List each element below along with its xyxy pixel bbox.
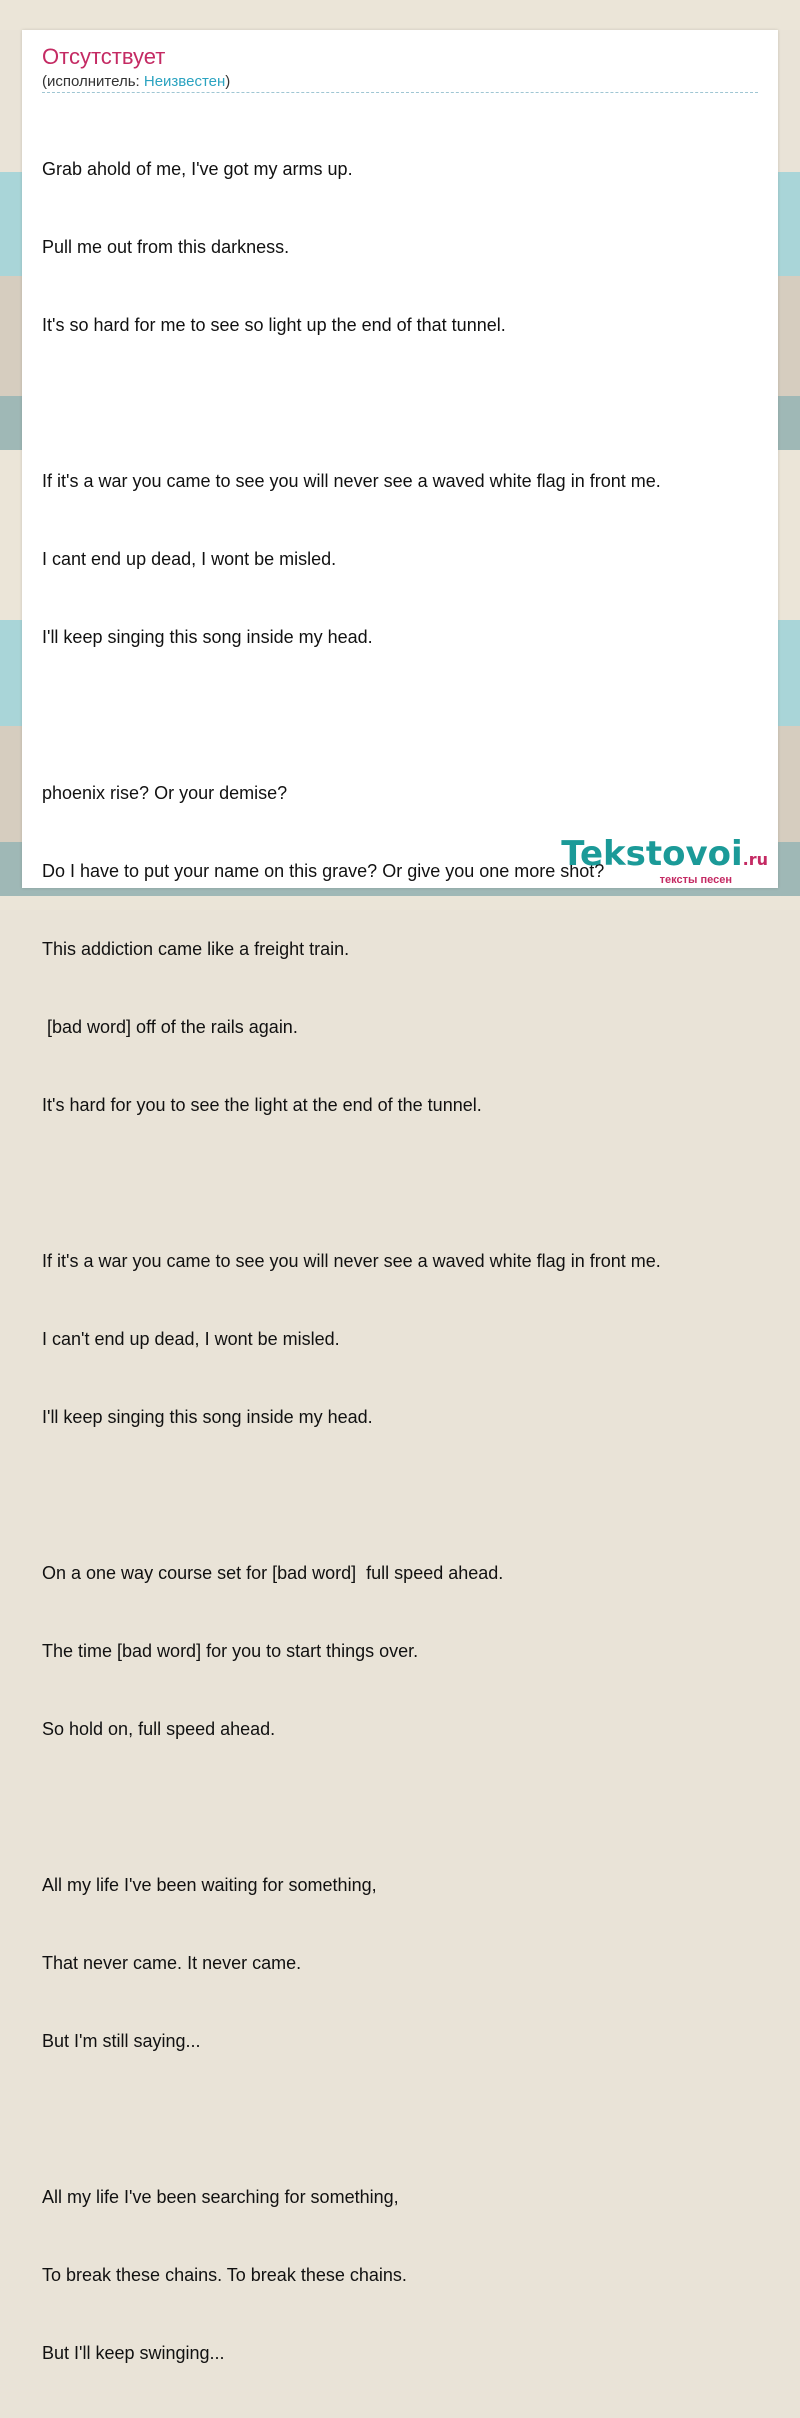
logo-name: Tekstovoi bbox=[561, 834, 743, 874]
lyric-line: But I'll keep swinging... bbox=[42, 2343, 225, 2363]
lyric-line: If it's a war you came to see you will never see a waved white flag in front me. bbox=[42, 1251, 661, 1271]
lyric-line: It's hard for you to see the light at the end of the tunnel. bbox=[42, 1095, 482, 1115]
lyric-line: Do I have to put your name on this grave? Or give you one more shot? bbox=[42, 861, 605, 881]
lyric-line: [bad word] off of the rails again. bbox=[42, 1017, 298, 1037]
lyric-line bbox=[42, 1794, 661, 1820]
song-title: Отсутствует bbox=[42, 44, 166, 69]
lyrics-text bbox=[42, 104, 661, 2418]
lyric-line: I'll keep singing this song inside my head. bbox=[42, 1407, 373, 1427]
lyric-line: The time [bad word] for you to start things over. bbox=[42, 1641, 419, 1661]
lyric-line: phoenix rise? Or your demise? bbox=[42, 783, 288, 803]
logo-wordmark bbox=[561, 836, 768, 878]
lyric-line: This addiction came like a freight train. bbox=[42, 939, 350, 959]
artist-prefix: (исполнитель: bbox=[42, 73, 144, 90]
lyric-line: If it's a war you came to see you will never see a waved white flag in front me. bbox=[42, 471, 661, 491]
site-logo[interactable] bbox=[561, 836, 768, 886]
lyric-line: All my life I've been searching for something, bbox=[42, 2187, 399, 2207]
lyric-line bbox=[42, 702, 661, 728]
artist-line bbox=[42, 73, 230, 91]
lyric-line: So hold on, full speed ahead. bbox=[42, 1719, 276, 1739]
logo-tld: .ru bbox=[742, 850, 768, 869]
artist-suffix: ) bbox=[225, 73, 231, 90]
lyric-line: All my life I've been waiting for something, bbox=[42, 1875, 377, 1895]
lyric-line bbox=[42, 390, 661, 416]
lyric-line bbox=[42, 2106, 661, 2132]
lyrics-card bbox=[22, 30, 778, 2363]
background-stripe bbox=[0, 0, 800, 30]
lyric-line: To break these chains. To break these chains. bbox=[42, 2265, 407, 2285]
lyric-line: Pull me out from this darkness. bbox=[42, 237, 290, 257]
lyric-line: Grab ahold of me, I've got my arms up. bbox=[42, 159, 353, 179]
lyric-line: It's so hard for me to see so light up the end of that tunnel. bbox=[42, 315, 506, 335]
lyric-line: That never came. It never came. bbox=[42, 1953, 302, 1973]
title-divider bbox=[42, 92, 758, 93]
lyric-line: I cant end up dead, I wont be misled. bbox=[42, 549, 337, 569]
artist-link[interactable]: Неизвестен bbox=[143, 73, 226, 90]
lyric-line bbox=[42, 1170, 661, 1196]
lyric-line: On a one way course set for [bad word] full speed ahead. bbox=[42, 1563, 504, 1583]
lyric-line: I'll keep singing this song inside my head. bbox=[42, 627, 373, 647]
lyric-line: But I'm still saying... bbox=[42, 2031, 201, 2051]
logo-tagline: тексты песен bbox=[659, 874, 732, 886]
lyric-line: I can't end up dead, I wont be misled. bbox=[42, 1329, 340, 1349]
lyric-line bbox=[42, 1482, 661, 1508]
